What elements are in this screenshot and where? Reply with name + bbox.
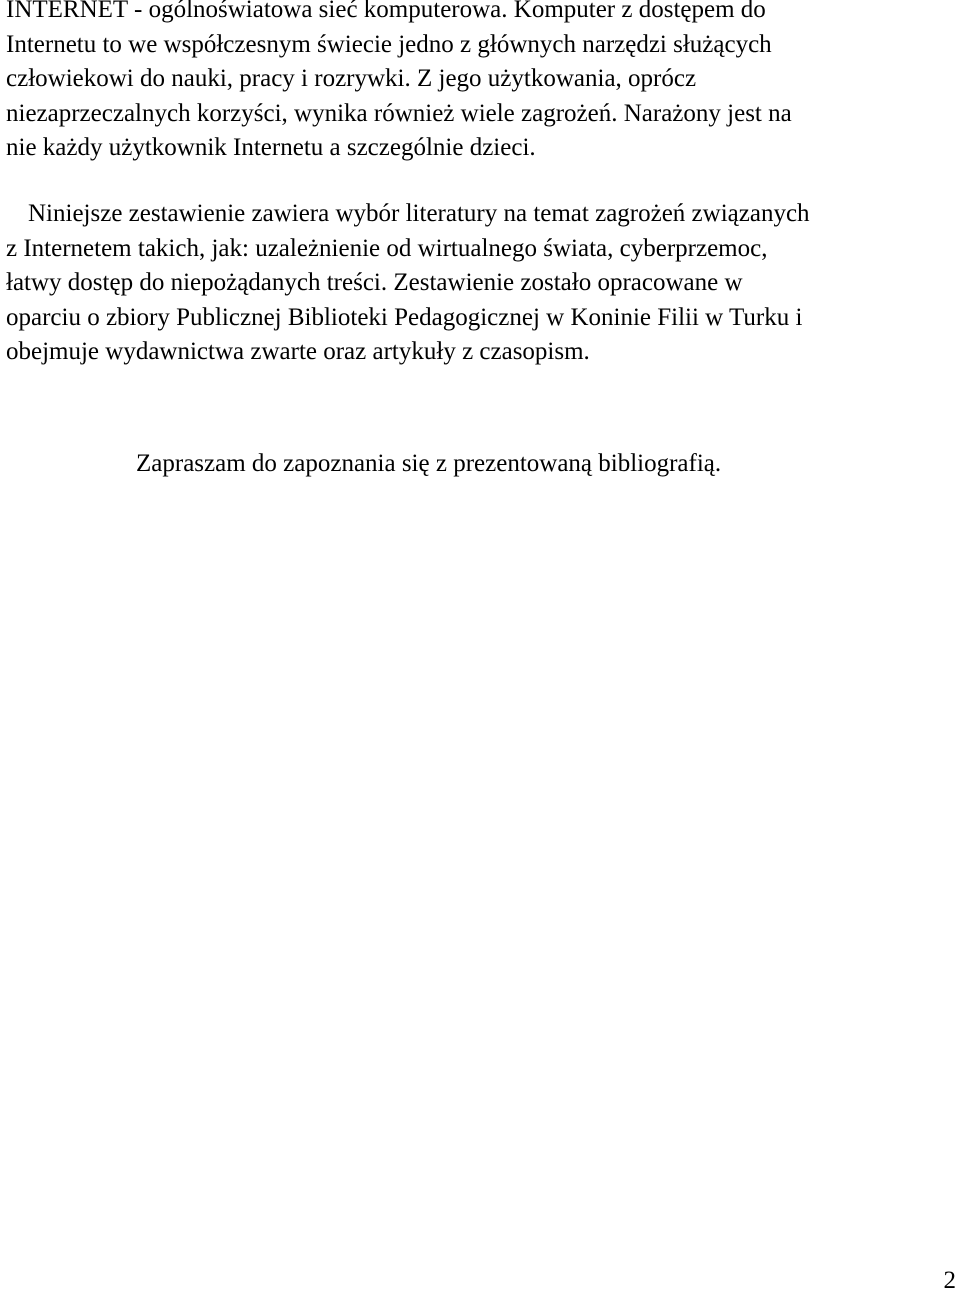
- description-paragraph: [6, 197, 810, 370]
- description-line: oparciu o zbiory Publicznej Biblioteki Pedagogicznej w Koninie Filii w Turku i: [6, 303, 803, 331]
- intro-paragraph: [6, 0, 792, 166]
- description-line: obejmuje wydawnictwa zwarte oraz artykuły z czasopism.: [6, 338, 590, 365]
- description-line: Niniejsze zestawienie zawiera wybór literatury na temat zagrożeń związanych: [28, 200, 810, 227]
- page-number: 2: [943, 1267, 956, 1294]
- intro-line: człowiekowi do nauki, pracy i rozrywki. Z jego użytkowania, oprócz: [6, 65, 697, 92]
- closing-invitation: Zapraszam do zapoznania się z prezentowaną bibliografią.: [136, 450, 722, 477]
- description-line: z Internetem takich, jak: uzależnienie od wirtualnego świata, cyberprzemoc,: [6, 234, 768, 262]
- intro-line: nie każdy użytkownik Internetu a szczególnie dzieci.: [6, 134, 536, 161]
- description-line: łatwy dostęp do niepożądanych treści. Zestawienie zostało opracowane w: [6, 269, 743, 296]
- intro-line: INTERNET - ogólnoświatowa sieć komputerowa. Komputer z dostępem do: [6, 0, 766, 23]
- intro-line: Internetu to we współczesnym świecie jedno z głównych narzędzi służących: [6, 30, 772, 58]
- intro-line: niezaprzeczalnych korzyści, wynika również wiele zagrożeń. Narażony jest na: [6, 99, 792, 127]
